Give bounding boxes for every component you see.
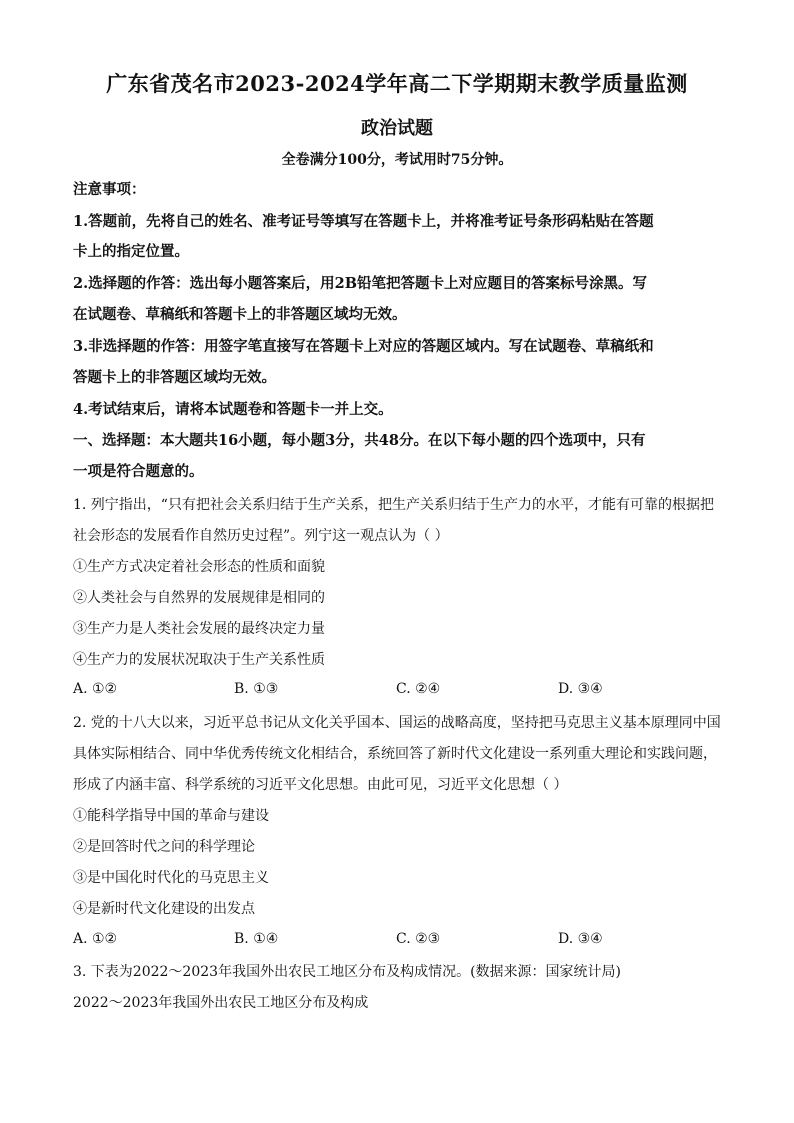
exam-subject: 政治试题 xyxy=(361,118,433,139)
option-b[interactable]: B. ①③ xyxy=(234,681,279,697)
question-2-statement: ①能科学指导中国的革命与建设 xyxy=(73,808,269,824)
note-line: 答题卡上的非答题区域均无效。 xyxy=(73,369,276,386)
notes-heading: 注意事项： xyxy=(73,181,146,198)
question-2-statement: ②是回答时代之问的科学理论 xyxy=(73,839,255,855)
question-1-options xyxy=(73,681,723,701)
score-info: 全卷满分100分，考试用时75分钟。 xyxy=(281,152,513,168)
question-1-statement: ①生产方式决定着社会形态的性质和面貌 xyxy=(73,559,325,575)
question-1-stem: 社会形态的发展看作自然历史过程”。列宁这一观点认为（ ） xyxy=(73,528,449,544)
section-heading: 一、选择题：本大题共16小题，每小题3分，共48分。在以下每小题的四个选项中，只有 xyxy=(73,432,646,449)
question-2-stem: 形成了内涵丰富、科学系统的习近平文化思想。由此可见，习近平文化思想（ ） xyxy=(73,777,568,793)
question-2-stem: 具体实际相结合、同中华优秀传统文化相结合，系统回答了新时代文化建设一系列重大理论和实践问题， xyxy=(73,746,717,762)
note-line: 4.考试结束后，请将本试题卷和答题卡一并上交。 xyxy=(73,401,393,418)
question-2-options xyxy=(73,931,723,951)
note-line: 3.非选择题的作答：用签字笔直接写在答题卡上对应的答题区域内。写在试题卷、草稿纸和 xyxy=(73,338,654,355)
section-heading: 一项是符合题意的。 xyxy=(73,463,204,480)
question-2-statement: ④是新时代文化建设的出发点 xyxy=(73,901,255,917)
question-1-statement: ②人类社会与自然界的发展规律是相同的 xyxy=(73,590,325,606)
option-d[interactable]: D. ③④ xyxy=(558,681,603,697)
exam-title: 广东省茂名市2023-2024学年高二下学期期末教学质量监测 xyxy=(106,71,688,96)
table-caption: 2022～2023年我国外出农民工地区分布及构成 xyxy=(73,995,369,1011)
option-c[interactable]: C. ②④ xyxy=(396,681,441,697)
note-line: 卡上的指定位置。 xyxy=(73,243,189,260)
question-3-stem: 3. 下表为2022～2023年我国外出农民工地区分布及构成情况。(数据来源：国家统计局) xyxy=(73,964,621,980)
question-1-statement: ④生产力的发展状况取决于生产关系性质 xyxy=(73,652,325,668)
note-line: 1.答题前，先将自己的姓名、准考证号等填写在答题卡上，并将准考证号条形码粘贴在答题 xyxy=(73,213,654,230)
question-1-stem: 1. 列宁指出，“只有把社会关系归结于生产关系，把生产关系归结于生产力的水平，才能有可靠的根据把 xyxy=(73,497,714,513)
note-line: 在试题卷、草稿纸和答题卡上的非答题区域均无效。 xyxy=(73,306,407,323)
option-a[interactable]: A. ①② xyxy=(73,931,118,947)
option-b[interactable]: B. ①④ xyxy=(234,931,279,947)
question-1-statement: ③生产力是人类社会发展的最终决定力量 xyxy=(73,621,325,637)
question-2-stem: 2. 党的十八大以来，习近平总书记从文化关乎国本、国运的战略高度，坚持把马克思主义基本原理同中国 xyxy=(73,715,721,731)
option-a[interactable]: A. ①② xyxy=(73,681,118,697)
note-line: 2.选择题的作答：选出每小题答案后，用2B铅笔把答题卡上对应题目的答案标号涂黑。写 xyxy=(73,275,647,292)
option-d[interactable]: D. ③④ xyxy=(558,931,603,947)
option-c[interactable]: C. ②③ xyxy=(396,931,441,947)
question-2-statement: ③是中国化时代化的马克思主义 xyxy=(73,870,269,886)
